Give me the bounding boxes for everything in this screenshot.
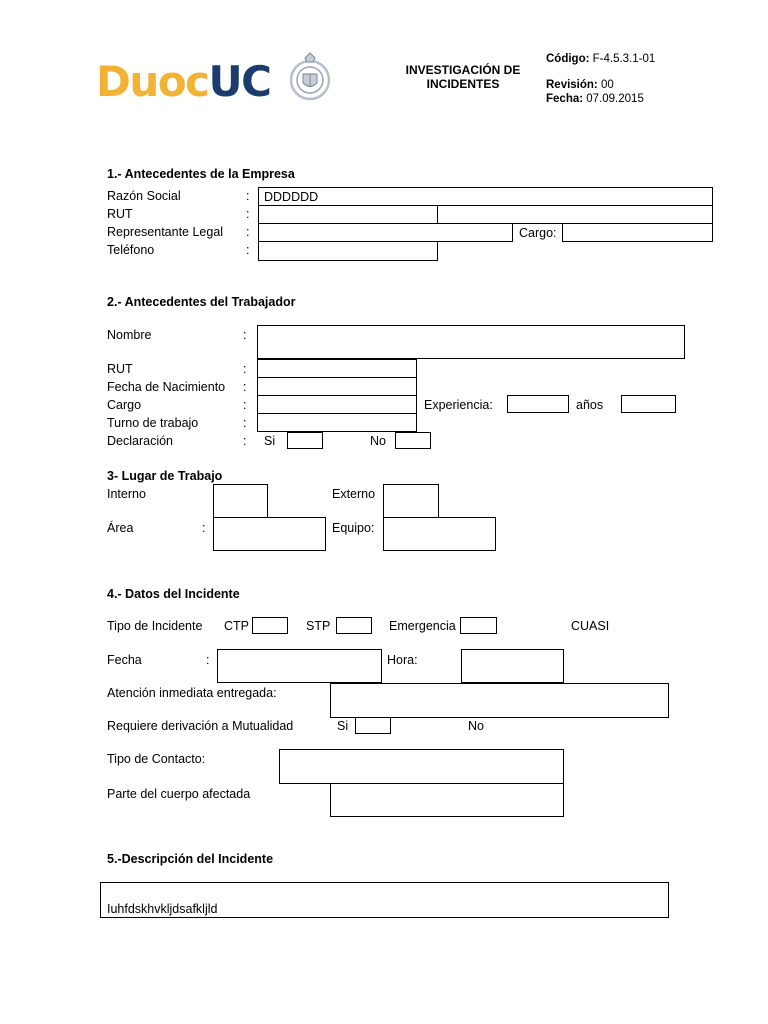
derivacion-si-label: Si [337,719,349,733]
section5-title: 5.-Descripción del Incidente [107,852,274,866]
tipo-contacto-label: Tipo de Contacto: [107,752,206,766]
duoc-uc-logo [96,56,270,108]
externo-field[interactable] [383,484,439,518]
fecha-incidente-label: Fecha [107,653,142,667]
turno-label: Turno de trabajo [107,416,199,430]
cargo-trabajador-label: Cargo [107,398,142,412]
telefono-field[interactable] [258,241,438,261]
section3-title: 3- Lugar de Trabajo [107,469,223,483]
cargo-empresa-field[interactable] [562,223,713,242]
atencion-field[interactable] [330,683,669,718]
cargo-trabajador-field[interactable] [257,395,417,414]
fecha-line [546,92,644,106]
derivacion-si-checkbox[interactable] [355,717,391,734]
area-label: Área [107,521,134,535]
colon: : [243,380,247,394]
rut-empresa-field-extra[interactable] [437,205,713,224]
telefono-label: Teléfono [107,243,155,257]
colon: : [206,653,210,667]
rut-empresa-label: RUT [107,207,133,221]
razon-social-field[interactable]: DDDDDD [258,187,713,206]
fecha-doc-value: 07.09.2015 [586,93,644,105]
parte-cuerpo-field[interactable] [330,783,564,817]
fecha-nacimiento-field[interactable] [257,377,417,396]
hora-label: Hora: [387,653,418,667]
document-title [398,63,528,91]
fecha-doc-label: Fecha: [546,93,584,105]
externo-label: Externo [332,487,376,501]
emergencia-checkbox[interactable] [460,617,497,634]
stp-label: STP [306,619,331,633]
cargo-empresa-label: Cargo: [519,226,557,240]
declaracion-label: Declaración [107,434,174,448]
experiencia-field[interactable] [507,395,569,413]
colon: : [243,416,247,430]
anos-field[interactable] [621,395,676,413]
area-field[interactable] [213,517,326,551]
rut-empresa-field[interactable] [258,205,438,224]
ctp-checkbox[interactable] [252,617,288,634]
nombre-field[interactable] [257,325,685,359]
fecha-nacimiento-label: Fecha de Nacimiento [107,380,226,394]
rut-trabajador-label: RUT [107,362,133,376]
derivacion-no-label: No [468,719,484,733]
logo-duoc-text: Duoc [96,57,209,106]
interno-label: Interno [107,487,146,501]
equipo-field[interactable] [383,517,496,551]
razon-social-label: Razón Social [107,189,181,203]
colon: : [202,521,206,535]
ctp-label: CTP [224,619,249,633]
section2-title: 2.- Antecedentes del Trabajador [107,295,296,309]
declaracion-no-label: No [370,434,386,448]
codigo-line [546,52,655,66]
turno-field[interactable] [257,413,417,432]
descripcion-field[interactable] [100,882,669,918]
emergencia-label: Emergencia [389,619,456,633]
atencion-label: Atención inmediata entregada: [107,686,277,700]
cuasi-label: CUASI [571,619,610,633]
colon: : [243,434,247,448]
hora-field[interactable] [461,649,564,683]
nombre-label: Nombre [107,328,152,342]
derivacion-label: Requiere derivación a Mutualidad [107,719,294,733]
colon: : [243,328,247,342]
colon: : [243,398,247,412]
descripcion-value: Iuhfdskhvkljdsafkljld [107,902,218,916]
colon: : [246,243,250,257]
declaracion-si-checkbox[interactable] [287,432,323,449]
representante-label: Representante Legal [107,225,224,239]
section1-title: 1.- Antecedentes de la Empresa [107,167,295,181]
rut-trabajador-field[interactable] [257,359,417,378]
document-title-line2: INCIDENTES [426,77,500,91]
university-crest-icon [288,50,332,106]
colon: : [246,225,250,239]
revision-label: Revisión: [546,79,598,91]
anos-label: años [576,398,604,412]
stp-checkbox[interactable] [336,617,372,634]
representante-field[interactable] [258,223,513,242]
declaracion-si-label: Si [264,434,276,448]
interno-field[interactable] [213,484,268,518]
section4-title: 4.- Datos del Incidente [107,587,240,601]
tipo-incidente-label: Tipo de Incidente [107,619,203,633]
colon: : [243,362,247,376]
experiencia-label: Experiencia: [424,398,493,412]
equipo-label: Equipo: [332,521,375,535]
logo-uc-text: UC [208,57,271,106]
tipo-contacto-field[interactable] [279,749,564,784]
parte-cuerpo-label: Parte del cuerpo afectada [107,787,251,801]
declaracion-no-checkbox[interactable] [395,432,431,449]
colon: : [246,207,250,221]
revision-line [546,78,614,92]
codigo-label: Código: [546,53,590,65]
colon: : [246,189,250,203]
codigo-value: F-4.5.3.1-01 [592,53,656,65]
revision-value: 00 [600,79,614,91]
fecha-incidente-field[interactable] [217,649,382,683]
document-title-line1: INVESTIGACIÓN DE [405,63,521,77]
